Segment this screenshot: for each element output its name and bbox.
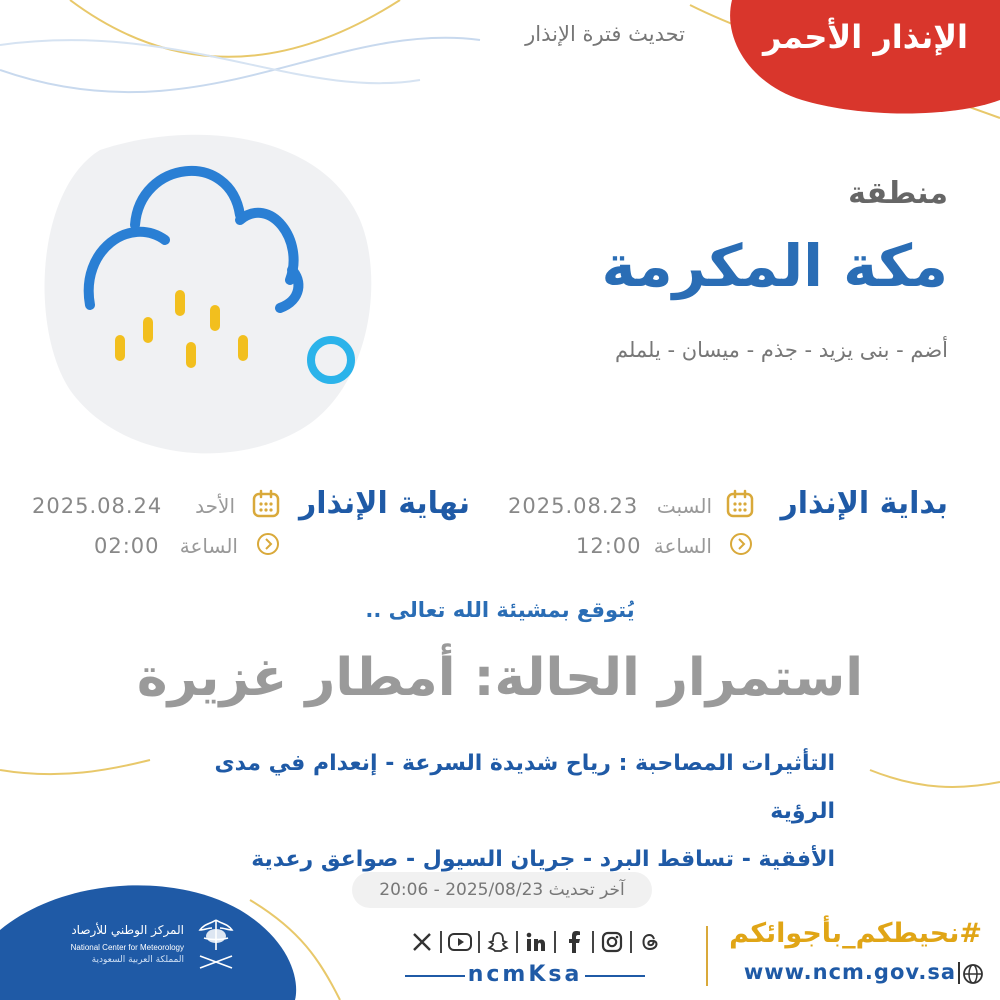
start-title: بداية الإنذار	[780, 486, 948, 521]
facebook-icon[interactable]	[560, 928, 588, 956]
footer-divider	[706, 926, 708, 986]
region-label: منطقة	[848, 176, 948, 211]
alert-level-label: الإنذار الأحمر	[762, 18, 968, 56]
calendar-icon	[726, 489, 754, 519]
start-day: السبت	[656, 494, 712, 518]
chevron-circle-icon	[729, 532, 753, 556]
forecast-intro: يُتوقع بمشيئة الله تعالى ..	[365, 598, 635, 622]
end-title: نهاية الإنذار	[298, 486, 470, 521]
website-link[interactable]: www.ncm.gov.sa	[743, 960, 956, 984]
alert-update-type: تحديث فترة الإنذار	[525, 22, 685, 46]
globe-icon	[962, 963, 984, 985]
effects-line-1: التأثيرات المصاحبة : رياح شديدة السرعة - إنعدام في مدى الرؤية	[214, 751, 835, 824]
separator	[554, 931, 556, 953]
chevron-circle-icon	[256, 532, 280, 556]
end-date: 2025.08.24	[32, 494, 163, 518]
separator	[958, 962, 960, 984]
linkedin-icon[interactable]	[522, 928, 550, 956]
youtube-icon[interactable]	[446, 928, 474, 956]
separator	[592, 931, 594, 953]
separator	[478, 931, 480, 953]
separator	[516, 931, 518, 953]
campaign-hashtag: #نحيطكم_بأجوائكم	[729, 918, 982, 949]
start-time-label: الساعة	[653, 534, 712, 558]
rain-cloud-illustration	[40, 130, 380, 460]
forecast-effects	[155, 740, 835, 884]
region-name: مكة المكرمة	[601, 232, 948, 300]
subregions-list: أضم - بنى يزيد - جذم - ميسان - يلملم	[614, 338, 948, 362]
effects-line-2: الأفقية - تساقط البرد - جريان السيول - صواعق رعدية	[251, 847, 835, 872]
x-icon[interactable]	[408, 928, 436, 956]
org-name-arabic: المركز الوطني للأرصاد	[71, 923, 184, 937]
separator	[630, 931, 632, 953]
threads-icon[interactable]	[636, 928, 664, 956]
social-icons-row	[408, 925, 664, 959]
handle-underline-right	[585, 975, 645, 977]
start-date: 2025.08.23	[508, 494, 639, 518]
social-handle[interactable]: ncmKsa	[467, 962, 583, 987]
org-country-arabic: المملكة العربية السعودية	[91, 955, 184, 965]
saudi-emblem-icon	[190, 916, 242, 974]
end-day: الأحد	[195, 494, 235, 518]
snapchat-icon[interactable]	[484, 928, 512, 956]
calendar-icon	[252, 489, 280, 519]
org-name-english: National Center for Meteorology	[70, 943, 184, 952]
instagram-icon[interactable]	[598, 928, 626, 956]
separator	[440, 931, 442, 953]
forecast-headline: استمرار الحالة: أمطار غزيرة	[136, 648, 864, 708]
end-time-label: الساعة	[179, 534, 238, 558]
last-update-badge: آخر تحديث 2025/08/23 - 20:06	[352, 872, 652, 908]
start-time: 12:00	[576, 534, 642, 558]
end-time: 02:00	[94, 534, 160, 558]
